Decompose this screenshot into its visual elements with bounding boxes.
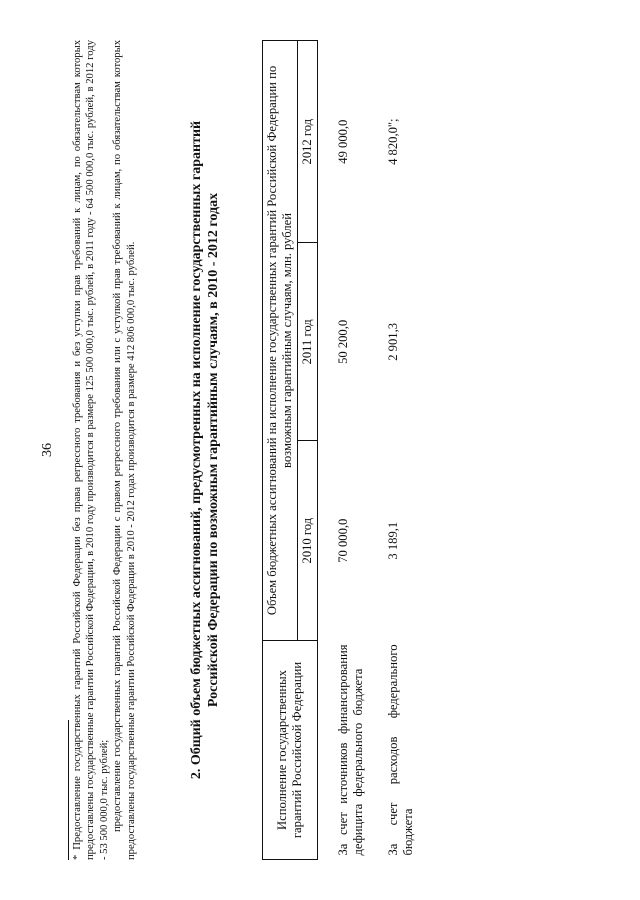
cell-value: 50 200,0 bbox=[336, 319, 350, 364]
table-row bbox=[368, 41, 418, 860]
footnote-rule bbox=[68, 720, 69, 860]
row-label: За счет источников финансирования дефицита федерального бюджета bbox=[336, 644, 365, 856]
footnote-paragraph-1: * Предоставление государственных гарантий Российской Федерации без права регрессного требования и без уступки прав требований к лицам, по обязательствам которых предоставлены государственные гарантии Российской Федерации, в 2010 году производится в размере 125 500 000,0 тыс. рублей, в 2011 году - 64 500 000,0 тыс. рублей, в 2012 году - 53 500 000,0 тыс. рублей; bbox=[72, 40, 110, 860]
row-label: За счет расходов федерального бюджета bbox=[386, 644, 415, 856]
cell-value: 49 000,0 bbox=[336, 119, 350, 164]
page-number: 36 bbox=[40, 443, 55, 457]
cell-value: 70 000,0 bbox=[336, 518, 350, 563]
guarantees-table bbox=[262, 40, 418, 860]
header-year-2012: 2012 год bbox=[298, 41, 318, 243]
cell-value: 3 189,1 bbox=[386, 521, 400, 560]
table-header-row bbox=[263, 41, 298, 860]
cell-value: 2 901,3 bbox=[386, 322, 400, 361]
table-row bbox=[318, 41, 369, 860]
section-title-line-2: Российской Федерации по возможным гарантийным случаям, в 2010 - 2012 годах bbox=[206, 192, 221, 708]
header-group-cell: Объем бюджетных ассигнований на исполнение государственных гарантий Российской Федерации по возможным гарантийным случаям, млн. рублей bbox=[263, 41, 298, 641]
section-title bbox=[188, 40, 222, 860]
header-year-2011: 2011 год bbox=[298, 243, 318, 441]
cell-value: 4 820,0"; bbox=[386, 118, 400, 165]
header-year-2010: 2010 год bbox=[298, 441, 318, 641]
section-title-line-1: 2. Общий объем бюджетных ассигнований, предусмотренных на исполнение государственных гарантий bbox=[189, 120, 204, 780]
rotated-page bbox=[40, 40, 600, 860]
footnote bbox=[68, 40, 138, 860]
footnote-paragraph-2: предоставление государственных гарантий Российской Федерации с правом регрессного требования или с уступкой прав требований к лицам, по обязательствам которых предоставлены государственные гарантии Российской Федерации в 2010 - 2012 годах производится в размере 412 806 000,0 тыс. рублей. bbox=[112, 40, 137, 860]
header-label-cell: Исполнение государственных гарантий Российской Федерации bbox=[263, 641, 318, 860]
